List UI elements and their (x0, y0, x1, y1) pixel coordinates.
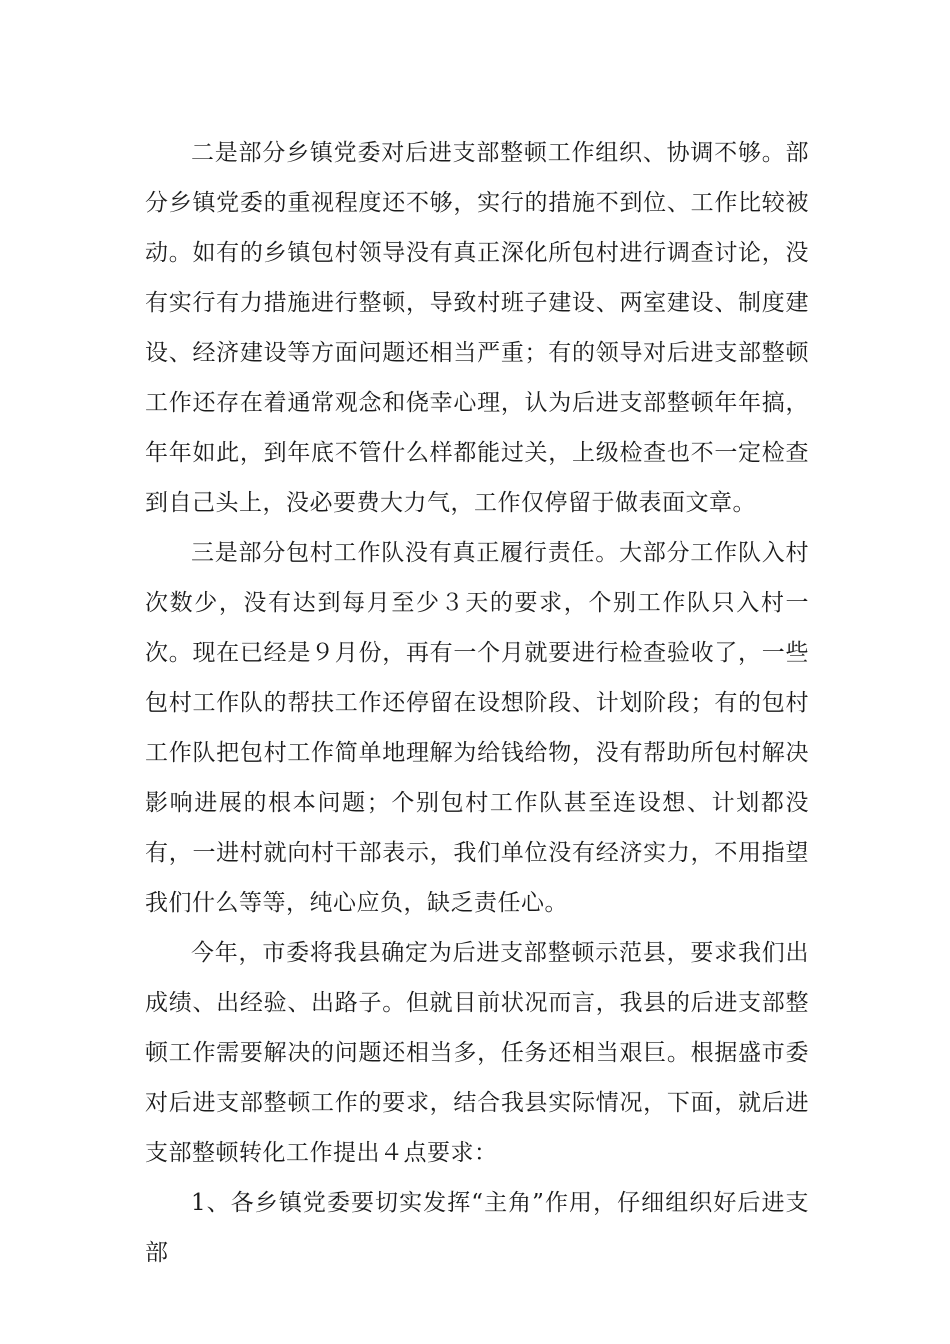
paragraph-demonstration-county: 今年，市委将我县确定为后进支部整顿示范县，要求我们出成绩、出经验、出路子。但就目前状况而言，我县的后进支部整顿工作需要解决的问题还相当多，任务还相当艰巨。根据盛市委对后进支部整顿工作的要求，结合我县实际情况，下面，就后进支部整顿转化工作提出４点要求： (145, 940, 809, 1166)
paragraph-village-work-teams: 三是部分包村工作队没有真正履行责任。大部分工作队入村次数少，没有达到每月至少３天的要求，个别工作队只入村一次。现在已经是９月份，再有一个月就要进行检查验收了，一些包村工作队的帮扶工作还停留在设想阶段、计划阶段；有的包村工作队把包村工作简单地理解为给钱给物，没有帮助所包村解决影响进展的根本问题；个别包村工作队甚至连设想、计划都没有，一进村就向村干部表示，我们单位没有经济实力，不用指望我们什么等等，纯心应负，缺乏责任心。 (145, 540, 809, 916)
document-body (145, 128, 809, 1278)
paragraph-township-party-committee: 二是部分乡镇党委对后进支部整顿工作组织、协调不够。部分乡镇党委的重视程度还不够，实行的措施不到位、工作比较被动。如有的乡镇包村领导没有真正深化所包村进行调查讨论，没有实行有力措施进行整顿，导致村班子建设、两室建设、制度建设、经济建设等方面问题还相当严重；有的领导对后进支部整顿工作还存在着通常观念和侥幸心理，认为后进支部整顿年年搞，年年如此，到年底不管什么样都能过关，上级检查也不一定检查到自己头上，没必要费大力气，工作仅停留于做表面文章。 (145, 140, 809, 516)
paragraph-requirement-1: 1、各乡镇党委要切实发挥“主角”作用，仔细组织好后进支部 (145, 1190, 809, 1266)
